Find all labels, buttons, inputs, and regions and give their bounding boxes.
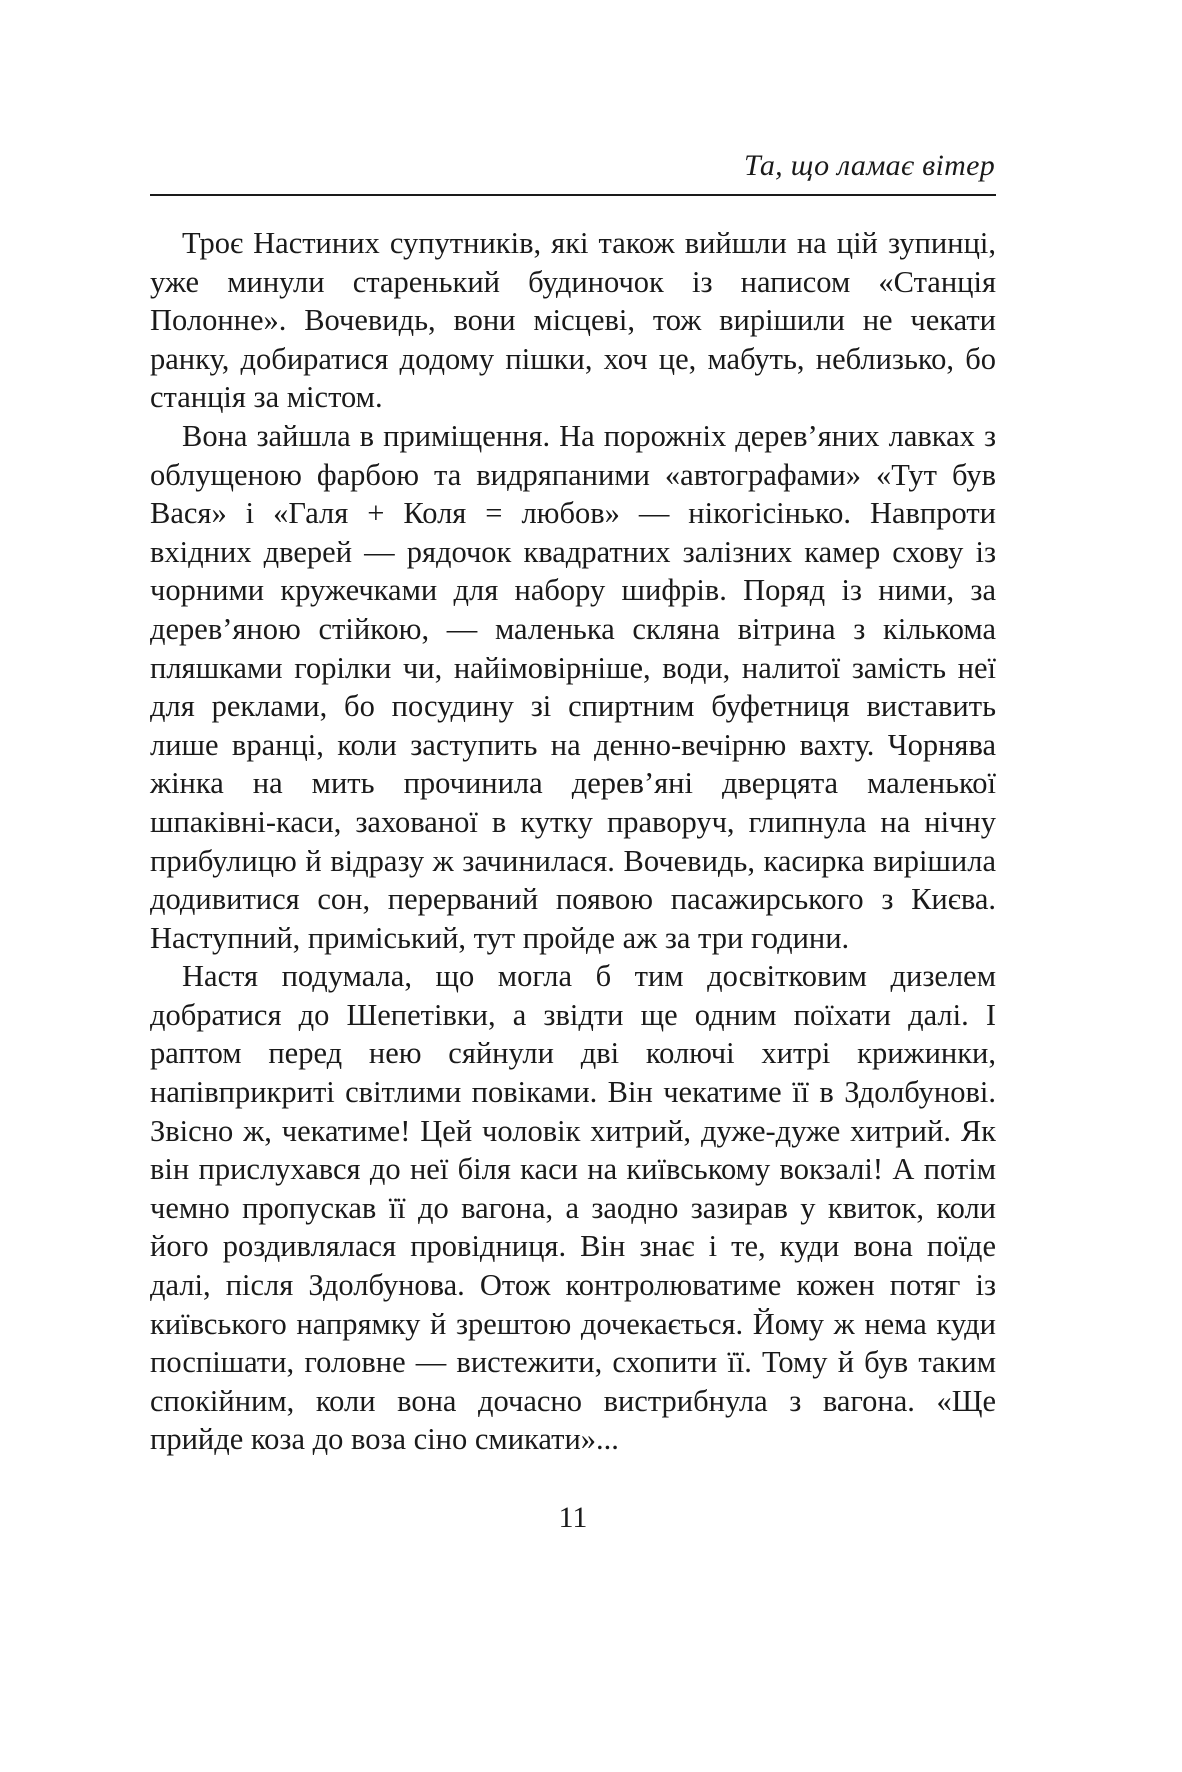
body-text: [150, 224, 996, 1459]
paragraph: Настя подумала, що могла б тим досвітковим дизелем добратися до Шепетівки, а звідти ще одним поїхати далі. І раптом перед нею сяйнули дві колючі хитрі крижинки, напівприкриті світлими повіками. Він чекатиме її в Здолбунові. Звісно ж, чекатиме! Цей чоловік хитрий, дуже-дуже хитрий. Як він прислухався до неї біля каси на київському вокзалі! А потім чемно пропускав її до вагона, а заодно зазирав у квиток, коли його роздивлялася провідниця. Він знає і те, куди вона поїде далі, після Здолбунова. Отож контролюватиме кожен потяг із київського напрямку й зрештою дочекається. Йому ж нема куди поспішати, головне — вистежити, схопити її. Тому й був таким спокійним, коли вона дочасно вистрибнула з вагона. «Ще прийде коза до воза сіно смикати»...: [150, 959, 996, 1457]
header-divider: [150, 194, 996, 196]
paragraph: Троє Настиних супутників, які також вийшли на цій зупинці, уже минули старенький будиночок із написом «Станція Полонне». Вочевидь, вони місцеві, тож вирішили не чекати ранку, добиратися додому пішки, хоч це, мабуть, неблизько, бо станція за містом.: [150, 226, 996, 415]
paragraph: Вона зайшла в приміщення. На порожніх дерев’яних лавках з облущеною фарбою та видряпаними «автографами» «Тут був Вася» і «Галя + Коля = любов» — нікогісінько. Навпроти вхідних дверей — рядочок квадратних залізних камер схову із чорними кружечками для набору шифрів. Поряд із ними, за дерев’яною стійкою, — маленька скляна вітрина з кількома пляшками горілки чи, найімовірніше, води, налитої замість неї для реклами, бо посудину зі спиртним буфетниця виставить лише вранці, коли заступить на денно-вечірню вахту. Чорнява жінка на мить прочинила дерев’яні дверцята маленької шпаківні-каси, захованої в кутку праворуч, глипнула на нічну прибулицю й відразу ж зачинилася. Вочевидь, касирка вирішила додивитися сон, перерваний появою пасажирського з Києва. Наступний, приміський, тут пройде аж за три години.: [150, 418, 996, 955]
running-header-title: Та, що ламає вітер: [743, 149, 995, 182]
page-number: 11: [558, 1501, 588, 1534]
